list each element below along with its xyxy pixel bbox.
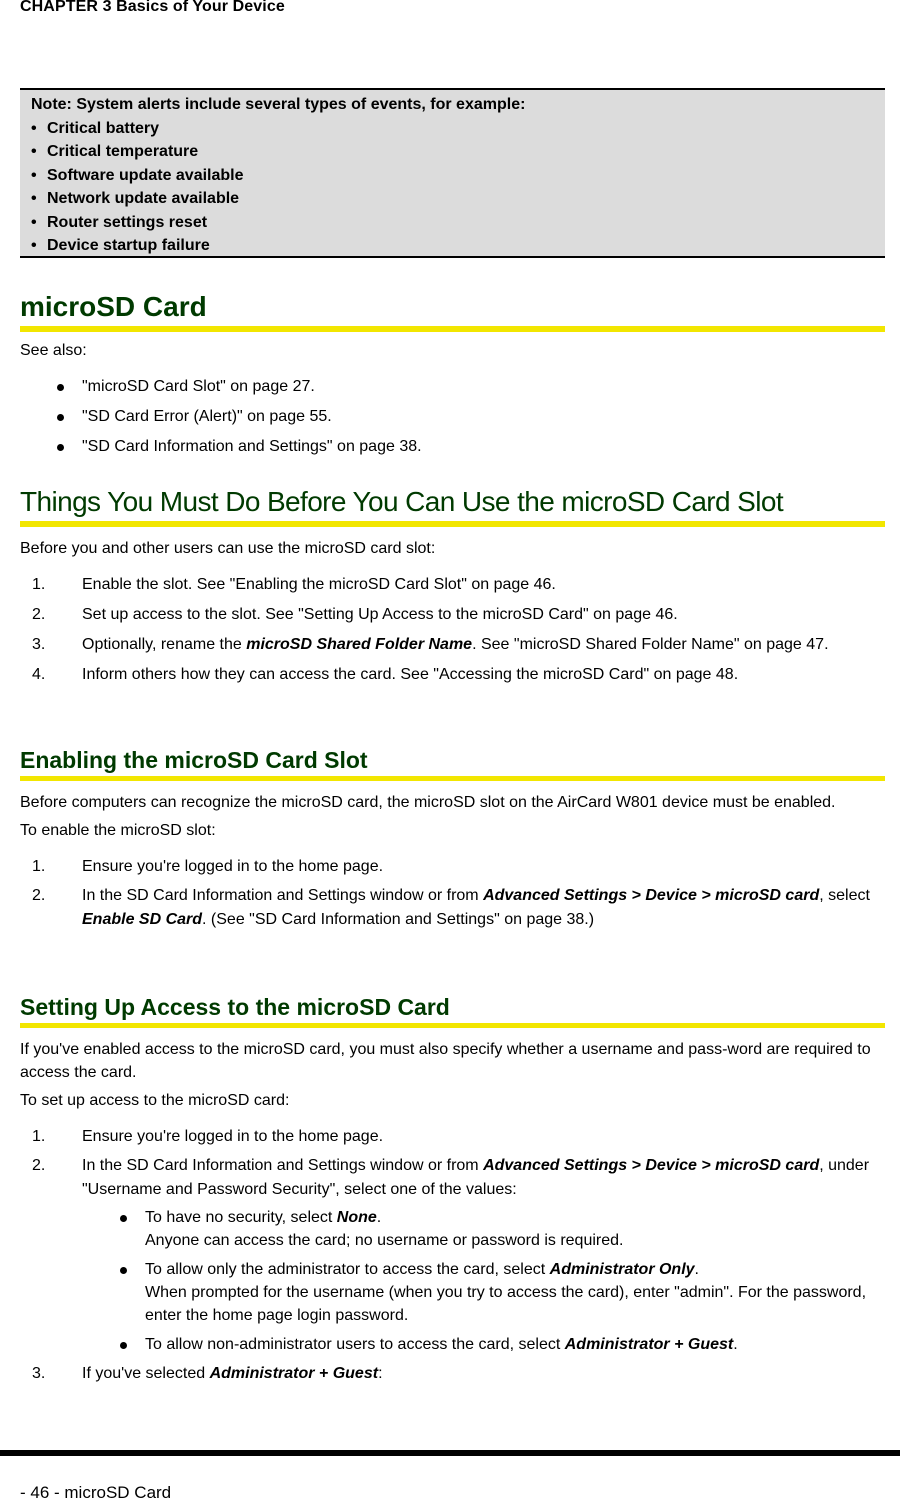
things-heading: Things You Must Do Before You Can Use the microSD Card Slot: [20, 485, 885, 527]
things-section: [20, 485, 885, 687]
step-item: 4. Inform others how they can access the card. See "Accessing the microSD Card" on page 48.: [32, 666, 739, 683]
step-item: 1. Ensure you're logged in to the home page.: [32, 858, 384, 875]
security-option: To allow non-administrator users to access the card, select Administrator + Guest.: [20, 1333, 885, 1356]
note-item: • Software update available: [31, 166, 244, 184]
ui-path: Advanced Settings > Device > microSD card: [483, 1157, 820, 1174]
ui-term: None: [336, 1209, 377, 1226]
see-also-link[interactable]: "SD Card Information and Settings" on page 38.: [20, 435, 885, 458]
security-option: To have no security, select None. Anyone can access the card; no username or password is required.: [20, 1206, 885, 1252]
see-also-label: See also:: [20, 342, 87, 359]
step-item: 3. Optionally, rename the microSD Shared Folder Name. See "microSD Shared Folder Name" on page 47.: [32, 636, 829, 653]
enabling-intro: Before computers can recognize the microSD card, the microSD slot on the AirCard W801 device must be enabled.: [20, 794, 836, 811]
see-also-list: [20, 375, 885, 458]
ui-term: Administrator Only: [549, 1261, 695, 1278]
page-footer: - 46 - microSD Card: [20, 1483, 172, 1502]
note-item: • Device startup failure: [31, 237, 210, 254]
enabling-heading: Enabling the microSD Card Slot: [20, 746, 885, 781]
option-detail: When prompted for the username (when you try to access the card), enter "admin". For the password, enter the home page login password.: [145, 1284, 867, 1324]
footer-rule: [0, 1450, 900, 1456]
note-box: [20, 88, 885, 258]
note-item: • Critical temperature: [31, 143, 199, 160]
setup-lead: To set up access to the microSD card:: [20, 1092, 290, 1109]
step-item: 2. In the SD Card Information and Settings window or from Advanced Settings > Device > microSD card, select Enable SD Card. (See "SD Card Information and Settings" on page 38.): [32, 887, 870, 928]
ui-path: Advanced Settings > Device > microSD card: [483, 887, 820, 904]
note-item: • Critical battery: [31, 119, 160, 137]
ui-term: Administrator + Guest: [209, 1365, 379, 1382]
microsd-section: [20, 290, 885, 458]
setup-steps: [20, 1125, 885, 1202]
note-item: • Router settings reset: [31, 213, 208, 231]
see-also-link[interactable]: "microSD Card Slot" on page 27.: [20, 375, 885, 398]
setup-steps-cont: [20, 1362, 885, 1386]
step-item: 2. Set up access to the slot. See "Setting Up Access to the microSD Card" on page 46.: [32, 606, 678, 623]
security-option: To allow only the administrator to access the card, select Administrator Only. When prompted for the username (when you try to access the card), enter "admin". For the password, enter the home page login password.: [20, 1258, 885, 1327]
enabling-section: [20, 746, 885, 932]
things-steps: [20, 573, 885, 687]
enabling-steps: [20, 855, 885, 932]
setup-heading: Setting Up Access to the microSD Card: [20, 993, 885, 1028]
step-item: 2. In the SD Card Information and Settings window or from Advanced Settings > Device > microSD card, under "Username and Password Security", select one of the values:: [32, 1157, 870, 1198]
step-item: 1. Ensure you're logged in to the home page.: [32, 1128, 384, 1145]
things-intro: Before you and other users can use the microSD card slot:: [20, 540, 436, 557]
ui-term: Enable SD Card: [82, 911, 203, 928]
ui-term: Administrator + Guest: [564, 1336, 734, 1353]
note-title: Note: System alerts include several types of events, for example:: [31, 96, 526, 113]
enabling-lead: To enable the microSD slot:: [20, 822, 216, 839]
note-item: • Network update available: [31, 190, 240, 207]
security-options: [20, 1206, 885, 1356]
microsd-heading: microSD Card: [20, 290, 885, 332]
chapter-header: CHAPTER 3 Basics of Your Device: [20, 0, 285, 15]
option-detail: Anyone can access the card; no username or password is required.: [145, 1232, 624, 1249]
setup-section: [20, 993, 885, 1386]
setup-intro: If you've enabled access to the microSD card, you must also specify whether a username and pass-word are required to access the card.: [20, 1041, 871, 1081]
step-item: 1. Enable the slot. See "Enabling the microSD Card Slot" on page 46.: [32, 576, 556, 593]
ui-term: microSD Shared Folder Name: [246, 636, 473, 653]
step-item: 3. If you've selected Administrator + Guest:: [32, 1365, 383, 1382]
see-also-link[interactable]: "SD Card Error (Alert)" on page 55.: [20, 405, 885, 428]
